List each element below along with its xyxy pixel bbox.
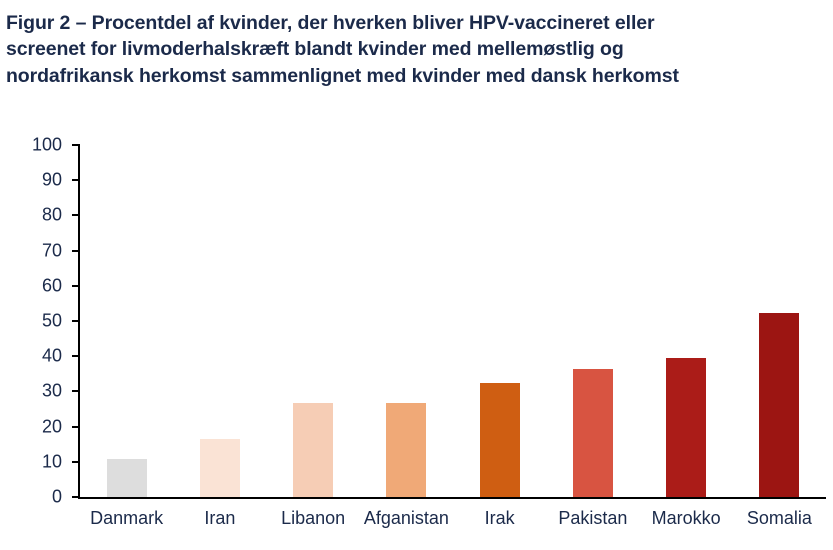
x-axis-line [78,497,826,499]
y-axis-tick [72,496,80,498]
y-axis-tick [72,250,80,252]
x-axis-category-label: Afganistan [363,508,449,528]
bar [293,403,333,497]
figure-title-line-2: screenet for livmoderhalskræft blandt kvinder med mellemøstlig og [6,38,624,61]
bar-slot [640,145,733,497]
y-axis-tick [72,144,80,146]
x-axis-category-label: Somalia [746,508,812,528]
bar [573,369,613,497]
bar-slot [360,145,453,497]
y-axis-tick [72,426,80,428]
y-axis-tick-label: 80 [41,204,62,225]
y-axis-tick-labels [0,130,66,550]
bar-series [80,145,826,497]
y-axis-tick [72,179,80,181]
bar-slot [733,145,826,497]
y-axis-tick-label: 90 [41,169,62,190]
y-axis-tick-label: 10 [41,451,62,472]
x-axis-category-label: Irak [484,508,515,528]
y-axis-tick [72,214,80,216]
y-axis-tick-label: 50 [41,310,62,331]
y-axis-tick [72,285,80,287]
bar [386,403,426,497]
bar [759,313,799,497]
bar-slot [453,145,546,497]
x-axis-category-label: Pakistan [558,508,628,528]
bar [666,358,706,497]
y-axis-tick-label: 70 [41,240,62,261]
bar-slot [80,145,173,497]
y-axis-tick-label: 60 [41,275,62,296]
y-axis-tick-label: 0 [51,486,62,507]
figure-title-line-3: nordafrikansk herkomst sammenlignet med kvinder med dansk herkomst [6,64,679,87]
x-axis-category-label: Danmark [90,508,164,528]
figure-title [6,10,830,89]
y-axis-tick-label: 30 [41,380,62,401]
bar [480,383,520,497]
x-axis-category-label: Iran [204,508,236,528]
y-axis-tick-label: 40 [41,345,62,366]
bar-slot [173,145,266,497]
bar-slot [267,145,360,497]
y-axis-tick-label: 100 [31,134,62,155]
bar [200,439,240,497]
y-axis-tick [72,390,80,392]
y-axis-tick-label: 20 [41,416,62,437]
bar [107,459,147,497]
bar-slot [546,145,639,497]
figure-title-line-1: Figur 2 – Procentdel af kvinder, der hverken bliver HPV-vaccineret eller [6,12,655,34]
x-axis-category-label: Marokko [651,508,721,528]
y-axis-tick [72,355,80,357]
y-axis-tick [72,461,80,463]
x-axis-category-label: Libanon [281,508,346,528]
y-axis-tick [72,320,80,322]
x-axis-category-labels [80,508,826,544]
bar-chart [0,130,833,550]
